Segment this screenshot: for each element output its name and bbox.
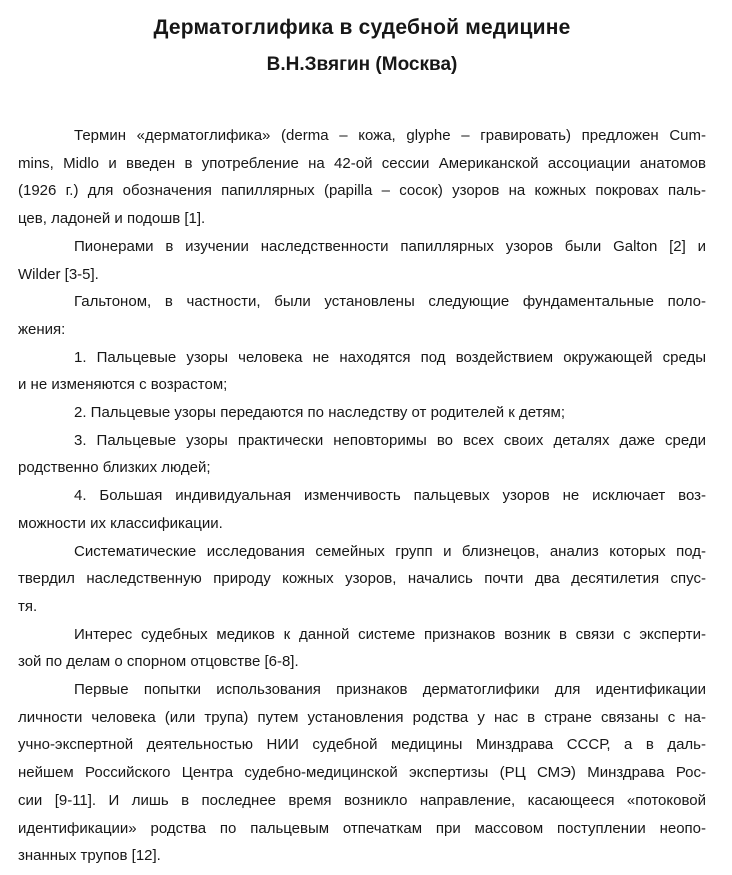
paragraph-9: [18, 621, 706, 676]
text-line: Первые попытки использования признаков дерматоглифики для идентификации: [74, 681, 706, 699]
text-line: твердил наследственную природу кожных узоров, начались почти два десятилетия спус-: [18, 570, 706, 588]
text-line: mins, Midlo и введен в употребление на 42-ой сессии Американской ассоциации анатомов: [18, 154, 706, 172]
text-line: Систематические исследования семейных групп и близнецов, анализ которых под-: [74, 542, 706, 560]
paragraph-10: [18, 676, 706, 870]
paragraph-2: [18, 233, 706, 288]
text-line: личности человека (или трупа) путем установления родства у нас в стране связаны с на-: [18, 708, 706, 726]
text-line: учно-экспертной деятельностью НИИ судебной медицины Минздрава СССР, а в даль-: [18, 736, 706, 754]
text-line: зой по делам о спорном отцовстве [6-8].: [18, 653, 299, 671]
text-line: Термин «дерматоглифика» (derma – кожа, glyphe – гравировать) предложен Cum-: [74, 127, 706, 144]
text-line: Интерес судебных медиков к данной системе признаков возник в связи с эксперти-: [74, 625, 706, 643]
text-line: Пионерами в изучении наследственности папиллярных узоров были Galton [2] и: [74, 237, 706, 255]
text-line: нейшем Российского Центра судебно-медицинской экспертизы (РЦ СМЭ) Минздрава Рос-: [18, 764, 706, 782]
paragraph-4-list-item-1: [18, 344, 706, 399]
paragraph-1: [18, 122, 706, 233]
text-line: и не изменяются с возрастом;: [18, 376, 228, 394]
text-line: (1926 г.) для обозначения папиллярных (papilla – сосок) узоров на кожных покровах паль-: [18, 182, 706, 200]
document-author: В.Н.Звягин (Москва): [266, 54, 458, 75]
text-line: сии [9-11]. И лишь в последнее время возникло направление, касающееся «потоковой: [18, 791, 706, 809]
text-line: тя.: [18, 597, 38, 615]
text-line: цев, ладоней и подошв [1].: [18, 210, 206, 228]
paragraph-5-list-item-2: [18, 399, 706, 427]
text-line: 1. Пальцевые узоры человека не находятся под воздействием окружающей среды: [74, 348, 706, 366]
text-line: родственно близких людей;: [18, 459, 211, 477]
text-line: можности их классификации.: [18, 514, 223, 532]
paragraph-7-list-item-4: [18, 482, 706, 537]
document-body: [18, 122, 706, 870]
text-line: Гальтоном, в частности, были установлены следующие фундаментальные поло-: [74, 293, 706, 311]
paragraph-6-list-item-3: [18, 427, 706, 482]
paragraph-8: [18, 538, 706, 621]
text-line: 2. Пальцевые узоры передаются по наследству от родителей к детям;: [74, 404, 566, 422]
text-line: 3. Пальцевые узоры практически неповторимы во всех своих деталях даже среди: [74, 431, 706, 449]
text-line: 4. Большая индивидуальная изменчивость пальцевых узоров не исключает воз-: [74, 487, 706, 505]
text-line: знанных трупов [12].: [18, 847, 161, 865]
text-line: идентификации» родства по пальцевым отпечаткам при массовом поступлении неопо-: [18, 819, 706, 837]
paragraph-3: [18, 288, 706, 343]
text-line: Wilder [3-5].: [18, 265, 99, 283]
text-line: жения:: [18, 320, 66, 338]
document-title: Дерматоглифика в судебной медицине: [153, 16, 571, 39]
